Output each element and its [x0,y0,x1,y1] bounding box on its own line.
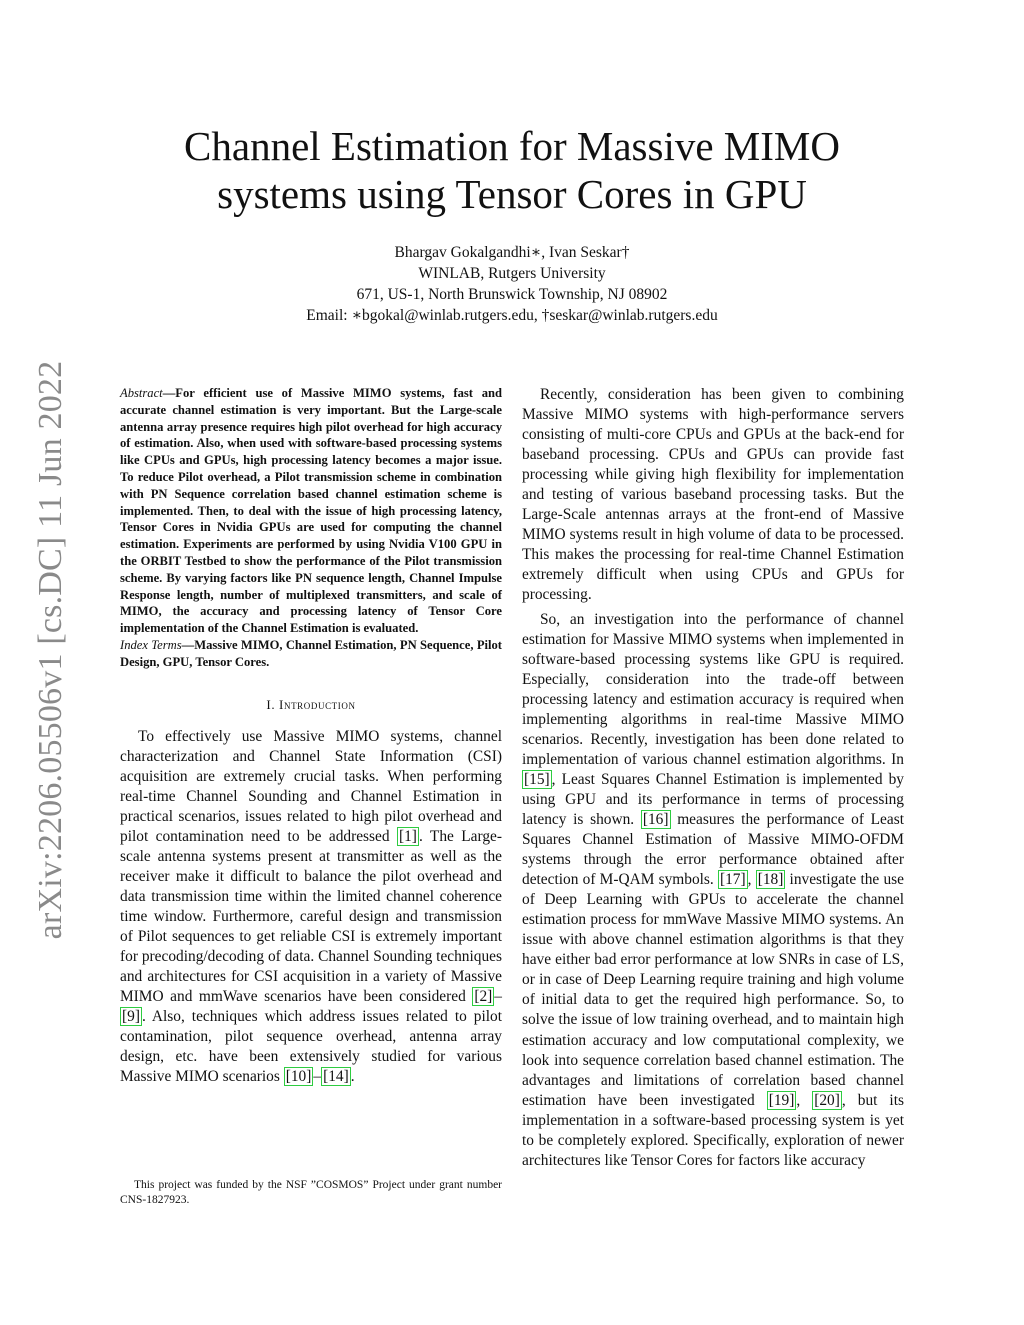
arxiv-sidebar-stamp [28,350,74,950]
index-terms-lead: Index Terms [120,637,182,652]
index-terms-text: —Massive MIMO, Channel Estimation, PN Sequence, Pilot Design, GPU, Tensor Cores. [120,637,502,669]
abstract-lead: Abstract [120,386,163,400]
citation-link[interactable]: [14] [323,1068,349,1086]
author-names: Bhargav Gokalgandhi∗, Ivan Seskar† [394,244,630,261]
right-paragraph-2 [522,610,904,1171]
citation-link[interactable]: [20] [814,1091,840,1109]
citation-link[interactable]: [9] [122,1008,140,1026]
citation-link[interactable]: [17] [719,871,746,889]
title-line-1: Channel Estimation for Massive MIMO [184,123,840,169]
text-run: , [796,1091,813,1109]
text-run: So, an investigation into the performance of channel estimation for Massive MIMO systems when implemented in software-based processing systems like GPU is required. Especially, consideration into the trade-off between processing latency and estimation accuracy is required when implementing algorithms in real-time Massive MIMO scenarios. Recently, investigation has been done related to implementation of various channel estimation algorithms. In [522,610,904,768]
text-run: , [747,871,756,889]
abstract [120,385,502,637]
text-run: measures the performance of Least Squares Channel Estimation of Massive MIMO-OFDM systems through the error performance obtained after detection of M-QAM symbols. [522,810,904,889]
citation-link[interactable]: [2] [474,988,493,1006]
citation-link[interactable]: [16] [642,810,669,828]
text-run: . The Large-scale antenna systems present at transmitter as well as the receiver make it difficult to balance the pilot overhead and data transmission time within the limited channel coherence time window. Furthermore, careful design and transmission of Pilot sequences to get reliable CSI is extremely important for precoding/decoding of data. Channel Sounding techniques and architectures for CSI acquisition in a variety of Massive MIMO and mmWave scenarios have been considered [120,827,502,1006]
index-terms [120,637,502,671]
author-affiliation: WINLAB, Rutgers University [418,265,606,282]
author-address: 671, US-1, North Brunswick Township, NJ 08902 [356,286,668,303]
text-run: – [494,988,502,1006]
text-run: – [313,1068,322,1086]
text-run: . Also, techniques which address issues related to pilot contamination, pilot sequence overhead, antenna array design, etc. have been extensively studied for various Massive MIMO scenarios [120,1008,502,1086]
abstract-text: —For efficient use of Massive MIMO systems, fast and accurate channel estimation is very important. But the Large-scale antenna array presence requires high pilot overhead for high accuracy of estimation. Also, when used with software-based processing systems like CPUs and GPUs, high processing latency becomes a major issue. To reduce Pilot overhead, a Pilot transmission scheme in combination with PN Sequence correlation based channel estimation scheme is implemented. Then, to deal with the issue of high processing latency, Tensor Cores in Nvidia GPUs are used for computing the channel estimation. Experiments are performed by using Nvidia V100 GPU in the ORBIT Testbed to show the performance of the Pilot transmission scheme. By varying factors like PN sequence length, Channel Impulse Response length, number of multiplexed transmitters, and scale of MIMO, the accuracy and processing latency of Tensor Core implementation of the Channel Estimation is evaluated. [120,386,502,636]
paper-title [100,122,924,218]
arxiv-identifier: arXiv:2206.05506v1 [cs.DC] 11 Jun 2022 [32,360,69,940]
left-column [120,385,502,1087]
citation-link[interactable]: [1] [398,827,417,845]
author-block [100,242,924,326]
section-heading-introduction: I. Introduction [266,696,356,712]
text-run: , Least Squares Channel Estimation is implemented by using GPU and its performance in terms of processing latency is shown. [522,770,904,828]
author-email: Email: ∗bgokal@winlab.rutgers.edu, †seskar@winlab.rutgers.edu [306,307,718,324]
text-run: . [350,1068,355,1086]
citation-link[interactable]: [15] [524,770,550,788]
citation-link[interactable]: [19] [768,1091,795,1109]
text-run: , but its implementation in a software-based processing system is yet to be completely explored. Specifically, exploration of newer architectures like Tensor Cores for factors like accuracy [522,1091,904,1169]
citation-link[interactable]: [10] [285,1068,312,1086]
citation-link[interactable]: [18] [757,871,784,889]
footnote-funding: This project was funded by the NSF ”COSMOS” Project under grant number CNS-1827923. [120,1179,502,1206]
text-run: investigate the use of Deep Learning with GPUs to accelerate the channel estimation process for mmWave Massive MIMO systems. An issue with above channel estimation algorithms is that they have either bad error performance at low SNRs in case of LS, or in case of Deep Learning require training and high volume of initial data to get the required high performance. So, to solve the issue of low training overhead, and to maintain high estimation accuracy and low computational complexity, we look into sequence correlation based channel estimation. The advantages and limitations of correlation based channel estimation have been investigated [522,871,904,1109]
title-line-2: systems using Tensor Cores in GPU [217,171,807,217]
right-paragraph-1: Recently, consideration has been given to combining Massive MIMO systems with high-performance servers consisting of multi-core CPUs and GPUs at the back-end for baseband processing. CPUs and GPUs can provide fast processing while giving high flexibility for implementation and testing of various baseband processing tasks. But the Large-Scale antennas arrays at the front-end of Massive MIMO systems result in high volume of data to be processed. This makes the processing for real-time Channel Estimation extremely difficult when using CPUs and GPUs for processing. [522,386,904,604]
intro-paragraph-1 [120,727,502,1088]
text-run: To effectively use Massive MIMO systems, channel characterization and Channel State Information (CSI) acquisition are extremely crucial tasks. When performing real-time Channel Sounding and Channel Estimation in practical scenarios, issues related to high pilot overhead and pilot contamination need to be addressed [120,727,502,845]
right-column [522,385,904,1171]
